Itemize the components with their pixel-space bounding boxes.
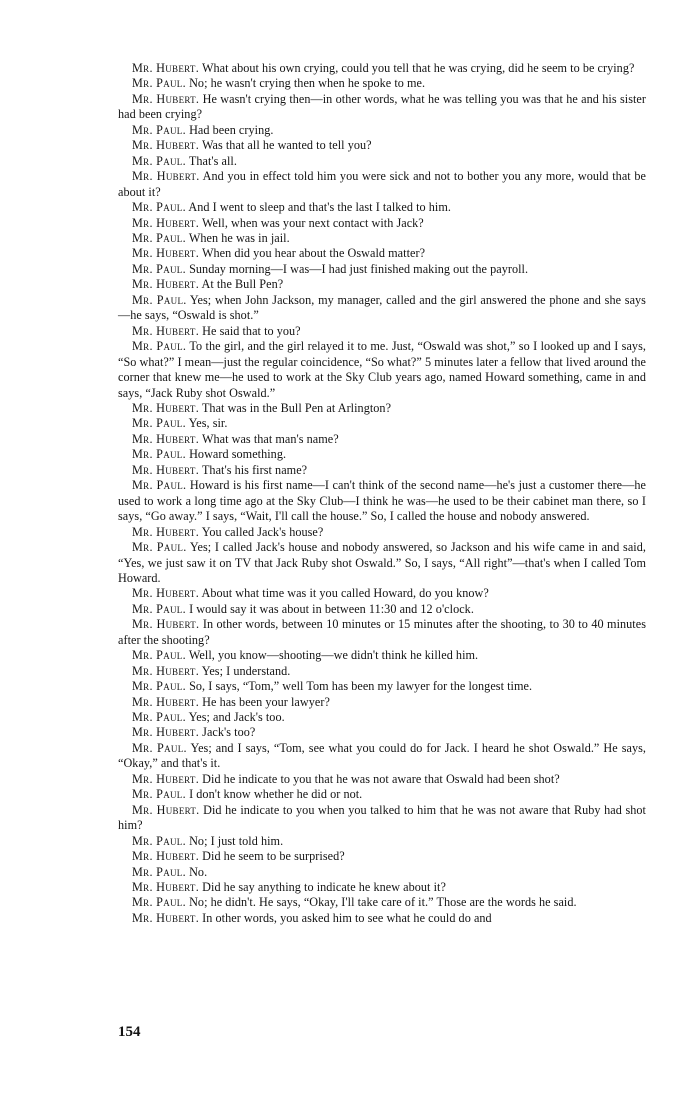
testimony-paragraph [118, 200, 646, 215]
utterance-text: When he was in jail. [188, 230, 290, 245]
utterance-text: To the girl, and the girl relayed it to me. Just, “Oswald was shot,” so I looked up and I says, “So what?” I mean—just the regular coincidence, “So what?” 5 minutes later a fellow that lived around the corner that knew me—he used to work at the Sky Club years ago, named Howard something, came in and says, “Jack Ruby shot Oswald.” [118, 339, 646, 400]
utterance-text: Yes; and Jack's too. [188, 710, 285, 725]
utterance-text: Yes; I called Jack's house and nobody answered, so Jackson and his wife came in and said, “Yes, we just saw it on TV that Jack Ruby shot Oswald.” So, I says, “All right”—that's when I called Tom Howard. [118, 540, 646, 585]
speaker-label: Mr. Paul. [132, 833, 186, 848]
testimony-paragraph [118, 911, 646, 926]
speaker-label: Mr. Paul. [132, 447, 186, 462]
testimony-paragraph [118, 880, 646, 895]
speaker-label: Mr. Paul. [132, 261, 186, 276]
testimony-transcript [118, 61, 646, 926]
utterance-text: I would say it was about in between 11:30 and 12 o'clock. [189, 601, 474, 616]
testimony-paragraph [118, 679, 646, 694]
utterance-text: Well, you know—shooting—we didn't think he killed him. [188, 648, 479, 663]
utterance-text: What was that man's name? [201, 431, 339, 446]
testimony-paragraph [118, 695, 646, 710]
utterance-text: No. [189, 864, 208, 879]
testimony-paragraph [118, 803, 646, 834]
testimony-paragraph [118, 602, 646, 617]
speaker-label: Mr. Hubert. [132, 910, 200, 925]
testimony-paragraph [118, 849, 646, 864]
speaker-label: Mr. Hubert. [132, 617, 200, 632]
speaker-label: Mr. Hubert. [132, 725, 200, 740]
speaker-label: Mr. Paul. [132, 478, 187, 493]
testimony-paragraph [118, 447, 646, 462]
speaker-label: Mr. Paul. [132, 895, 186, 910]
testimony-paragraph [118, 787, 646, 802]
testimony-paragraph [118, 463, 646, 478]
speaker-label: Mr. Paul. [132, 864, 186, 879]
utterance-text: Sunday morning—I was—I had just finished making out the payroll. [189, 261, 529, 276]
utterance-text: Howard something. [189, 447, 287, 462]
testimony-paragraph [118, 293, 646, 324]
speaker-label: Mr. Paul. [132, 601, 186, 616]
speaker-label: Mr. Hubert. [132, 849, 200, 864]
utterance-text: Well, when was your next contact with Jack? [201, 215, 424, 230]
testimony-paragraph [118, 169, 646, 200]
utterance-text: Did he indicate to you that he was not aware that Oswald had been shot? [202, 771, 560, 786]
testimony-paragraph [118, 432, 646, 447]
speaker-label: Mr. Hubert. [132, 169, 200, 184]
testimony-paragraph [118, 741, 646, 772]
testimony-paragraph [118, 834, 646, 849]
utterance-text: That's all. [188, 153, 237, 168]
utterance-text: Yes, sir. [188, 416, 228, 431]
speaker-label: Mr. Paul. [132, 153, 186, 168]
utterance-text: He has been your lawyer? [202, 694, 330, 709]
page-number: 154 [118, 1024, 141, 1040]
utterance-text: Howard is his first name—I can't think of the second name—he's just a customer there—he used to work a long time ago at the Sky Club—I think he was—he used to be their cabinet man there, so I says, “Go away.” I says, “Wait, I'll call the house.” So, I called the house and nobody answered. [118, 478, 646, 524]
testimony-paragraph [118, 324, 646, 339]
speaker-label: Mr. Hubert. [132, 91, 200, 106]
speaker-label: Mr. Hubert. [132, 663, 200, 678]
speaker-label: Mr. Hubert. [132, 462, 200, 477]
testimony-paragraph [118, 339, 646, 401]
testimony-paragraph [118, 92, 646, 123]
speaker-label: Mr. Paul. [132, 679, 186, 694]
speaker-label: Mr. Hubert. [132, 524, 200, 539]
speaker-label: Mr. Hubert. [132, 246, 200, 261]
utterance-text: Had been crying. [189, 122, 274, 137]
speaker-label: Mr. Paul. [132, 200, 186, 215]
testimony-paragraph [118, 246, 646, 261]
utterance-text: No; he wasn't crying then when he spoke to me. [189, 76, 426, 91]
utterance-text: No; he didn't. He says, “Okay, I'll take care of it.” Those are the words he said. [189, 895, 577, 910]
testimony-paragraph [118, 138, 646, 153]
testimony-paragraph [118, 710, 646, 725]
testimony-paragraph [118, 617, 646, 648]
utterance-text: In other words, you asked him to see what he could do and [202, 910, 492, 925]
speaker-label: Mr. Paul. [132, 76, 186, 91]
utterance-text: He said that to you? [202, 323, 301, 338]
testimony-paragraph [118, 401, 646, 416]
utterance-text: When did you hear about the Oswald matter? [201, 246, 426, 261]
speaker-label: Mr. Hubert. [132, 431, 200, 446]
testimony-paragraph [118, 262, 646, 277]
speaker-label: Mr. Paul. [132, 648, 186, 663]
speaker-label: Mr. Hubert. [132, 586, 200, 601]
utterance-text: Yes; when John Jackson, my manager, called and the girl answered the phone and she says—he says, “Oswald is shot.” [118, 292, 646, 323]
speaker-label: Mr. Paul. [132, 740, 187, 755]
utterance-text: Did he seem to be surprised? [202, 849, 345, 864]
utterance-text: In other words, between 10 minutes or 15 minutes after the shooting, to 30 to 40 minutes after the shooting? [118, 617, 646, 647]
utterance-text: Yes; I understand. [201, 663, 291, 678]
utterance-text: And you in effect told him you were sick and not to bother you any more, would that be about it? [118, 169, 646, 199]
speaker-label: Mr. Hubert. [132, 215, 200, 230]
testimony-paragraph [118, 772, 646, 787]
testimony-paragraph [118, 478, 646, 524]
testimony-paragraph [118, 725, 646, 740]
testimony-paragraph [118, 648, 646, 663]
testimony-paragraph [118, 664, 646, 679]
utterance-text: I don't know whether he did or not. [189, 787, 363, 802]
testimony-paragraph [118, 540, 646, 586]
speaker-label: Mr. Hubert. [132, 880, 200, 895]
speaker-label: Mr. Hubert. [132, 400, 200, 415]
utterance-text: What about his own crying, could you tell that he was crying, did he seem to be crying? [201, 61, 635, 75]
speaker-label: Mr. Paul. [132, 122, 186, 137]
utterance-text: And I went to sleep and that's the last I talked to him. [188, 200, 451, 215]
speaker-label: Mr. Hubert. [132, 802, 200, 817]
utterance-text: You called Jack's house? [201, 524, 324, 539]
utterance-text: Was that all he wanted to tell you? [201, 138, 372, 153]
speaker-label: Mr. Hubert. [132, 277, 200, 292]
utterance-text: That was in the Bull Pen at Arlington? [201, 400, 392, 415]
speaker-label: Mr. Paul. [132, 710, 186, 725]
testimony-paragraph [118, 231, 646, 246]
speaker-label: Mr. Hubert. [132, 771, 200, 786]
speaker-label: Mr. Paul. [132, 416, 186, 431]
utterance-text: He wasn't crying then—in other words, what he was telling you was that he and his sister had been crying? [118, 91, 646, 122]
testimony-paragraph [118, 525, 646, 540]
testimony-paragraph [118, 76, 646, 91]
utterance-text: So, I says, “Tom,” well Tom has been my lawyer for the longest time. [189, 679, 533, 694]
speaker-label: Mr. Paul. [132, 230, 186, 245]
testimony-paragraph [118, 895, 646, 910]
utterance-text: No; I just told him. [189, 833, 284, 848]
speaker-label: Mr. Paul. [132, 339, 187, 354]
speaker-label: Mr. Paul. [132, 292, 187, 307]
speaker-label: Mr. Paul. [132, 787, 186, 802]
testimony-paragraph [118, 123, 646, 138]
speaker-label: Mr. Hubert. [132, 323, 200, 338]
testimony-paragraph [118, 416, 646, 431]
utterance-text: Did he say anything to indicate he knew about it? [202, 880, 446, 895]
utterance-text: Yes; and I says, “Tom, see what you could do for Jack. I heard he shot Oswald.” He says, “Okay,” and that's it. [118, 740, 646, 771]
utterance-text: Did he indicate to you when you talked to him that he was not aware that Ruby had shot him? [118, 802, 646, 833]
speaker-label: Mr. Hubert. [132, 694, 200, 709]
testimony-paragraph [118, 277, 646, 292]
speaker-label: Mr. Hubert. [132, 61, 200, 75]
utterance-text: About what time was it you called Howard, do you know? [201, 586, 489, 601]
testimony-paragraph [118, 154, 646, 169]
testimony-paragraph [118, 61, 646, 76]
testimony-paragraph [118, 586, 646, 601]
testimony-paragraph [118, 216, 646, 231]
utterance-text: That's his first name? [201, 462, 308, 477]
utterance-text: At the Bull Pen? [201, 277, 284, 292]
speaker-label: Mr. Paul. [132, 540, 187, 555]
testimony-paragraph [118, 865, 646, 880]
speaker-label: Mr. Hubert. [132, 138, 200, 153]
utterance-text: Jack's too? [202, 725, 256, 740]
